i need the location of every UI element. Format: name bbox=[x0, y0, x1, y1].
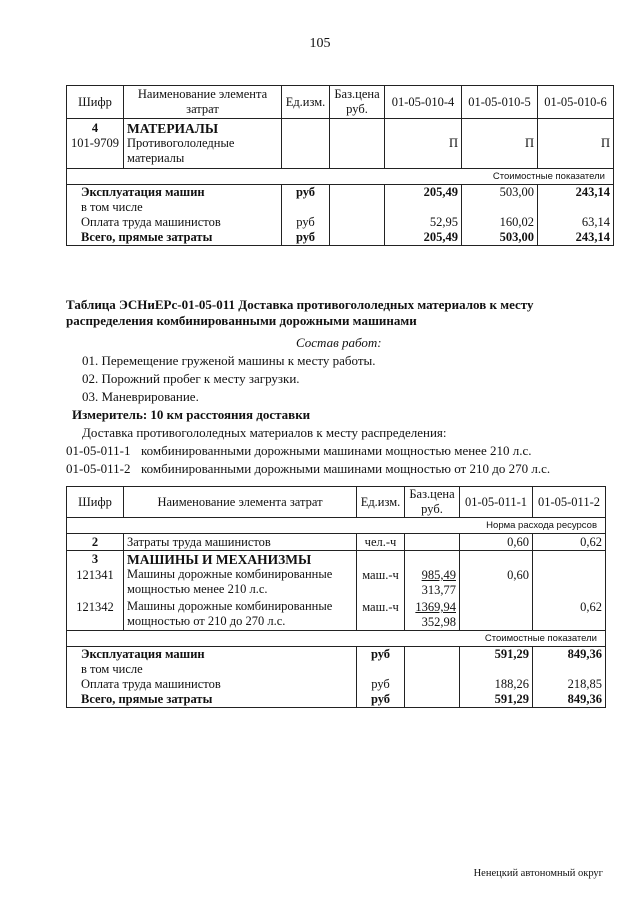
empty-cell bbox=[282, 200, 330, 215]
wages-value-1: 188,26 bbox=[460, 677, 533, 692]
table1-cost-bar-row bbox=[67, 169, 614, 185]
empty-cell bbox=[330, 215, 385, 230]
m2-price-bottom: 352,98 bbox=[421, 615, 456, 629]
wages-value-2: 160,02 bbox=[462, 215, 538, 230]
exploitation-label: Эксплуатация машин bbox=[67, 647, 357, 663]
empty-cell bbox=[357, 662, 405, 677]
empty-cell bbox=[385, 200, 462, 215]
material-code: 101-9709 bbox=[71, 136, 119, 150]
m1-value-1: 0,60 bbox=[507, 568, 529, 582]
page-number: 105 bbox=[309, 36, 331, 51]
delivery-intro: Доставка противогололедных материалов к месту распределения: bbox=[82, 425, 447, 440]
work-composition-title: Состав работ: bbox=[296, 335, 382, 350]
material-value-1: П bbox=[385, 119, 462, 169]
exploitation-unit: руб bbox=[282, 185, 330, 201]
wages-label: Оплата труда машинистов bbox=[67, 677, 357, 692]
empty-cell bbox=[405, 647, 460, 663]
labor-number: 2 bbox=[67, 534, 124, 551]
m1-code: 121341 bbox=[76, 568, 114, 582]
header-col2: 01-05-011-2 bbox=[533, 487, 606, 518]
table1-exploitation-row bbox=[67, 185, 614, 201]
table2-cost-bar-row bbox=[67, 631, 606, 647]
m2-name: Машины дорожные комбинированные мощностью от 210 до 270 л.с. bbox=[127, 599, 333, 628]
materials-name-cell bbox=[124, 119, 282, 169]
table1-including-row bbox=[67, 200, 614, 215]
empty-cell bbox=[330, 119, 385, 169]
empty-cell bbox=[462, 200, 538, 215]
header-col2: 01-05-010-5 bbox=[462, 86, 538, 119]
m1-unit: маш.-ч bbox=[362, 568, 399, 582]
total-label: Всего, прямые затраты bbox=[67, 692, 357, 708]
table2-wages-row bbox=[67, 677, 606, 692]
machines-value-2-cell bbox=[533, 551, 606, 631]
work-item-2: 02. Порожний пробег к месту загрузки. bbox=[82, 371, 300, 386]
material-value-3: П bbox=[538, 119, 614, 169]
m1-price-bottom: 313,77 bbox=[421, 583, 456, 597]
m1-name: Машины дорожные комбинированные мощностью менее 210 л.с. bbox=[127, 567, 333, 596]
machines-price-cell bbox=[405, 551, 460, 631]
empty-cell bbox=[405, 662, 460, 677]
header-base-price: Баз.цена руб. bbox=[330, 86, 385, 119]
header-col1: 01-05-011-1 bbox=[460, 487, 533, 518]
work-item-1: 01. Перемещение груженой машины к месту работы. bbox=[82, 353, 376, 368]
exploitation-label: Эксплуатация машин bbox=[67, 185, 282, 201]
total-value-1: 591,29 bbox=[460, 692, 533, 708]
header-base-price: Баз.цена руб. bbox=[405, 487, 460, 518]
section-title: Таблица ЭСНиЕРс-01-05-011 Доставка противогололедных материалов к месту распределения комбинированными дорожными машинами bbox=[66, 297, 534, 328]
norm-bar: Норма расхода ресурсов bbox=[67, 518, 606, 534]
including-label: в том числе bbox=[67, 200, 282, 215]
total-label: Всего, прямые затраты bbox=[67, 230, 282, 246]
material-name: Противогололедные материалы bbox=[127, 136, 235, 165]
empty-cell bbox=[405, 677, 460, 692]
exploitation-value-2: 503,00 bbox=[462, 185, 538, 201]
labor-label: Затраты труда машинистов bbox=[124, 534, 357, 551]
exploitation-value-1: 205,49 bbox=[385, 185, 462, 201]
variant-text-1: комбинированными дорожными машинами мощностью менее 210 л.с. bbox=[141, 443, 532, 458]
exploitation-value-3: 243,14 bbox=[538, 185, 614, 201]
m2-price-top: 1369,94 bbox=[415, 600, 456, 614]
exploitation-unit: руб bbox=[357, 647, 405, 663]
material-value-2: П bbox=[462, 119, 538, 169]
table2-total-row bbox=[67, 692, 606, 708]
total-unit: руб bbox=[282, 230, 330, 246]
header-col1: 01-05-010-4 bbox=[385, 86, 462, 119]
wages-value-3: 63,14 bbox=[538, 215, 614, 230]
m2-unit: маш.-ч bbox=[362, 600, 399, 614]
norms-table-2 bbox=[66, 486, 606, 708]
section-title: МАТЕРИАЛЫ bbox=[127, 121, 219, 136]
header-name: Наименование элемента затрат bbox=[124, 86, 282, 119]
empty-cell bbox=[460, 662, 533, 677]
empty-cell bbox=[405, 534, 460, 551]
header-col3: 01-05-010-6 bbox=[538, 86, 614, 119]
variant-code-1: 01-05-011-1 bbox=[66, 443, 131, 458]
table1-materials-row bbox=[67, 119, 614, 169]
machines-code-cell bbox=[67, 551, 124, 631]
empty-cell bbox=[330, 230, 385, 246]
machines-number: 3 bbox=[91, 552, 99, 566]
total-value-1: 205,49 bbox=[385, 230, 462, 246]
machines-name-cell bbox=[124, 551, 357, 631]
header-unit: Ед.изм. bbox=[357, 487, 405, 518]
variant-text-2: комбинированными дорожными машинами мощностью от 210 до 270 л.с. bbox=[141, 461, 551, 476]
total-unit: руб bbox=[357, 692, 405, 708]
table2-norm-bar-row bbox=[67, 518, 606, 534]
wages-value-1: 52,95 bbox=[385, 215, 462, 230]
machines-unit-cell bbox=[357, 551, 405, 631]
footer-region: Ненецкий автономный округ bbox=[473, 868, 603, 879]
machines-title: МАШИНЫ И МЕХАНИЗМЫ bbox=[127, 552, 312, 567]
header-code: Шифр bbox=[67, 487, 124, 518]
labor-unit: чел.-ч bbox=[357, 534, 405, 551]
total-value-2: 503,00 bbox=[462, 230, 538, 246]
wages-unit: руб bbox=[282, 215, 330, 230]
table2-exploitation-row bbox=[67, 647, 606, 663]
including-label: в том числе bbox=[67, 662, 357, 677]
header-code: Шифр bbox=[67, 86, 124, 119]
machines-value-1-cell bbox=[460, 551, 533, 631]
norms-table-1 bbox=[66, 85, 614, 246]
m2-code: 121342 bbox=[76, 600, 114, 614]
section-number: 4 bbox=[91, 121, 99, 135]
m2-value-2: 0,62 bbox=[580, 600, 602, 614]
total-value-2: 849,36 bbox=[533, 692, 606, 708]
empty-cell bbox=[330, 200, 385, 215]
exploitation-value-2: 849,36 bbox=[533, 647, 606, 663]
labor-value-2: 0,62 bbox=[533, 534, 606, 551]
table1-header-row bbox=[67, 86, 614, 119]
variant-code-2: 01-05-011-2 bbox=[66, 461, 131, 476]
header-name: Наименование элемента затрат bbox=[124, 487, 357, 518]
wages-unit: руб bbox=[357, 677, 405, 692]
wages-value-2: 218,85 bbox=[533, 677, 606, 692]
table2-machines-row bbox=[67, 551, 606, 631]
table2-including-row bbox=[67, 662, 606, 677]
empty-cell bbox=[533, 662, 606, 677]
meter-line: Измеритель: 10 км расстояния доставки bbox=[72, 407, 311, 422]
wages-label: Оплата труда машинистов bbox=[67, 215, 282, 230]
total-value-3: 243,14 bbox=[538, 230, 614, 246]
table2-header-row bbox=[67, 487, 606, 518]
labor-value-1: 0,60 bbox=[460, 534, 533, 551]
table1-wages-row bbox=[67, 215, 614, 230]
empty-cell bbox=[405, 692, 460, 708]
work-item-3: 03. Маневрирование. bbox=[82, 389, 199, 404]
empty-cell bbox=[538, 200, 614, 215]
table2-labor-row bbox=[67, 534, 606, 551]
empty-cell bbox=[330, 185, 385, 201]
materials-code-cell bbox=[67, 119, 124, 169]
cost-indicators-bar: Стоимостные показатели bbox=[67, 631, 606, 647]
table1-total-row bbox=[67, 230, 614, 246]
m1-price-top: 985,49 bbox=[421, 568, 456, 582]
empty-cell bbox=[282, 119, 330, 169]
header-unit: Ед.изм. bbox=[282, 86, 330, 119]
cost-indicators-bar: Стоимостные показатели bbox=[67, 169, 614, 185]
exploitation-value-1: 591,29 bbox=[460, 647, 533, 663]
